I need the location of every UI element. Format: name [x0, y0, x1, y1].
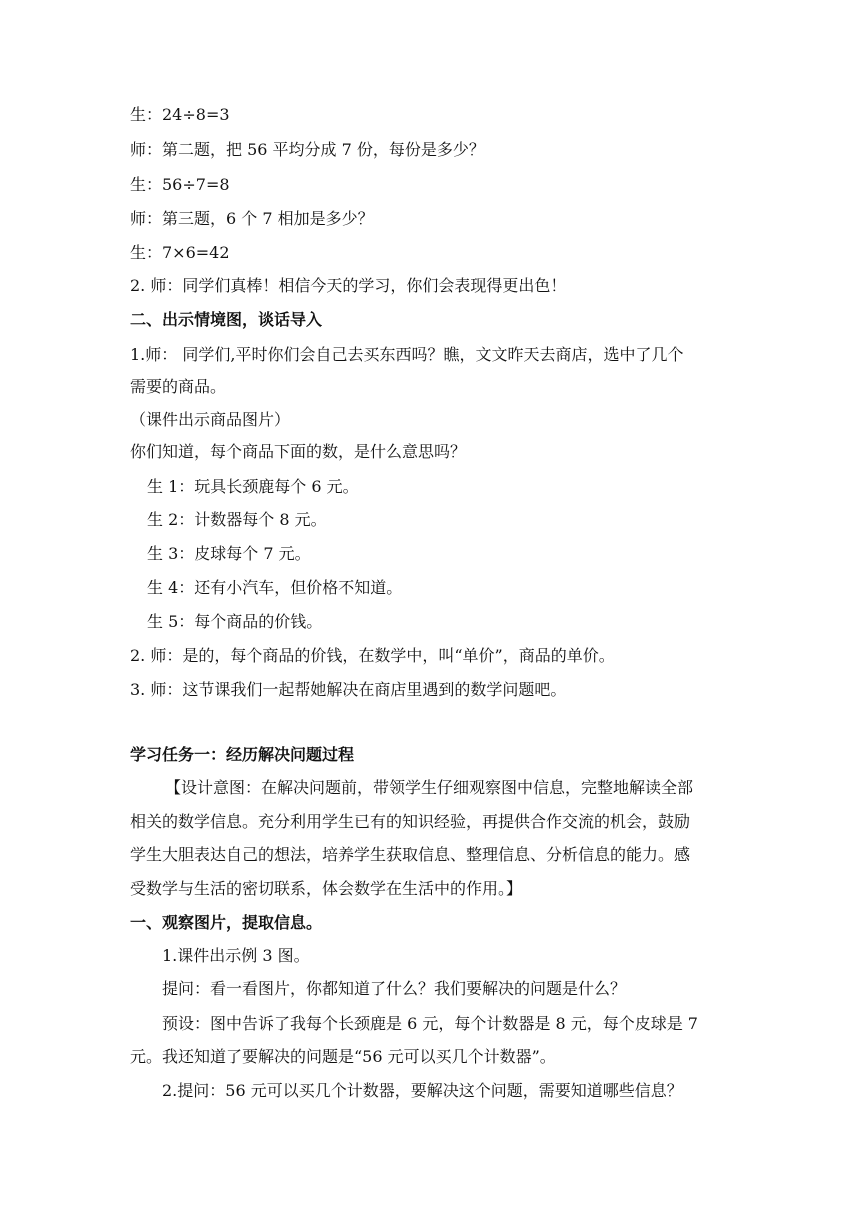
- section-heading: 一、观察图片，提取信息。: [130, 913, 323, 932]
- paragraph-line: 你们知道，每个商品下面的数，是什么意思吗？: [130, 442, 467, 461]
- preset-line: 预设：图中告诉了我每个长颈鹿是 6 元，每个计数器是 8 元，每个皮球是 7: [162, 1014, 698, 1033]
- question-line: 2.提问：56 元可以买几个计数器，要解决这个问题，需要知道哪些信息？: [162, 1081, 683, 1100]
- question-line: 提问：看一看图片，你都知道了什么？我们要解决的问题是什么？: [162, 979, 627, 998]
- dialogue-line: 生：56÷7=8: [130, 175, 230, 194]
- dialogue-line: 师：第三题，6 个 7 相加是多少？: [130, 209, 374, 228]
- dialogue-line: 师：第二题，把 56 平均分成 7 份，每份是多少？: [130, 140, 485, 159]
- design-intent-line: 相关的数学信息。充分利用学生已有的知识经验，再提供合作交流的机会，鼓励: [130, 812, 691, 831]
- student-answer-line: 生 2：计数器每个 8 元。: [147, 510, 327, 529]
- student-answer-line: 生 1：玩具长颈鹿每个 6 元。: [147, 477, 359, 496]
- paragraph-line: （课件出示商品图片）: [130, 410, 291, 429]
- design-intent-line: 受数学与生活的密切联系，体会数学在生活中的作用。】: [130, 879, 523, 898]
- section-heading: 二、出示情境图，谈话导入: [130, 310, 323, 329]
- design-intent-line: 【设计意图：在解决问题前，带领学生仔细观察图中信息，完整地解读全部: [165, 778, 694, 797]
- dialogue-line: 3. 师：这节课我们一起帮她解决在商店里遇到的数学问题吧。: [130, 680, 567, 699]
- task-heading: 学习任务一：经历解决问题过程: [130, 745, 355, 764]
- student-answer-line: 生 4：还有小汽车，但价格不知道。: [147, 578, 403, 597]
- step-line: 1.课件出示例 3 图。: [162, 946, 310, 965]
- dialogue-line: 生：24÷8=3: [130, 105, 230, 124]
- paragraph-line: 1.师： 同学们,平时你们会自己去买东西吗？瞧，文文昨天去商店，选中了几个: [130, 345, 684, 364]
- dialogue-line: 2. 师：同学们真棒！相信今天的学习，你们会表现得更出色！: [130, 276, 567, 295]
- preset-line: 元。我还知道了要解决的问题是“56 元可以买几个计数器”。: [130, 1047, 556, 1066]
- dialogue-line: 生：7×6=42: [130, 243, 230, 262]
- design-intent-line: 学生大胆表达自己的想法，培养学生获取信息、整理信息、分析信息的能力。感: [130, 845, 691, 864]
- student-answer-line: 生 3：皮球每个 7 元。: [147, 544, 311, 563]
- dialogue-line: 2. 师：是的，每个商品的价钱，在数学中，叫“单价”，商品的单价。: [130, 646, 615, 665]
- student-answer-line: 生 5：每个商品的价钱。: [147, 612, 323, 631]
- paragraph-line: 需要的商品。: [130, 377, 227, 396]
